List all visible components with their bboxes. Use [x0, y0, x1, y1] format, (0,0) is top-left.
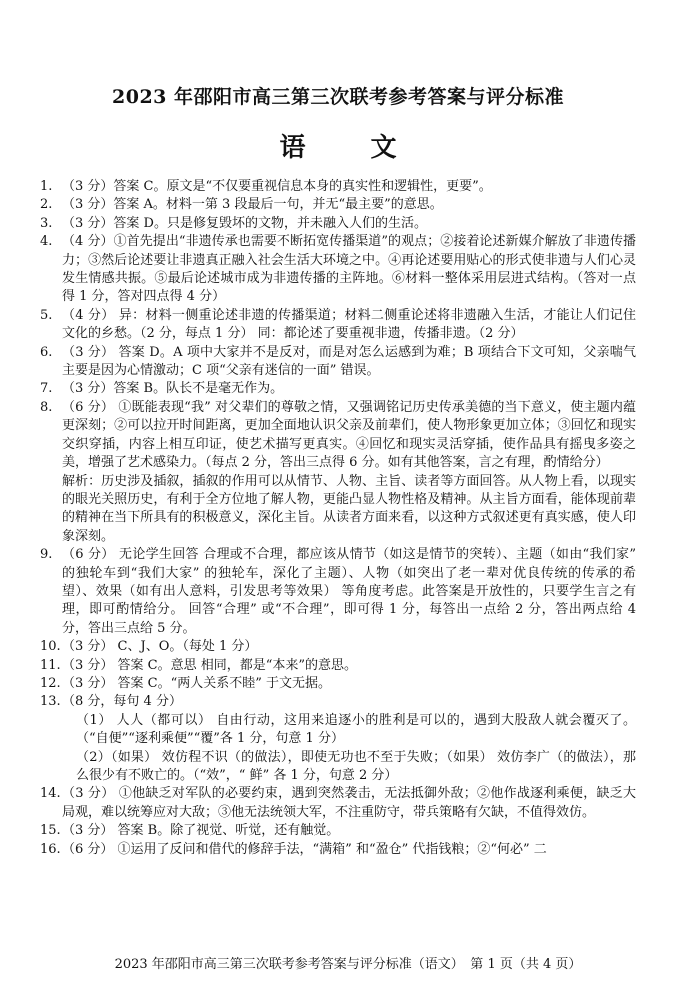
- answer-item: [40, 344, 636, 381]
- answer-subitem: （2）（如果） 效仿程不识（的做法），即使无功也不至于失败；（如果） 效仿李广（的做法），那么很少有不败亡的。（“效”，“ 鲜” 各 1 分，句意 2 分）: [76, 749, 636, 783]
- answer-number: 13.: [40, 694, 61, 710]
- answer-number: 16.: [40, 841, 61, 857]
- answer-item: [40, 822, 636, 840]
- answer-item: [40, 546, 636, 638]
- answer-number: 12.: [40, 675, 61, 691]
- answer-number: 3.: [40, 215, 53, 231]
- answer-number: 10.: [40, 639, 61, 655]
- answer-item: [40, 196, 636, 214]
- answer-item: [40, 693, 636, 785]
- answer-list: [40, 178, 636, 859]
- answer-number: 14.: [40, 786, 61, 802]
- answer-number: 5.: [40, 307, 53, 323]
- answer-item: [40, 233, 636, 307]
- answer-item: [40, 675, 636, 693]
- answer-number: 11.: [40, 657, 61, 673]
- page-footer: 2023 年邵阳市高三第三次联考参考答案与评分标准（语文） 第 1 页（共 4 页）: [114, 957, 582, 972]
- answer-number: 7.: [40, 381, 53, 397]
- answer-text: （3 分）答案 C。原文是“不仅要重视信息本身的真实性和逻辑性，更要”。: [62, 179, 492, 194]
- answer-text: （6 分） ①既能表现“我” 对父辈们的尊敬之情，又强调铭记历史传承美德的当下意义，使主题内蕴更深刻；②可以拉开时间距离，更加全面地认识父亲及前辈们，使人物形象更加立体；③回忆和现实交织穿插，内容上相互印证，使艺术描写更真实。④回忆和现实灵活穿插，使作品具有摇曳多姿之美，增强了艺术感染力。（每点 2 分，答出三点得 6 分。如有其他答案，言之有理，酌情给分）: [62, 399, 636, 471]
- subject-heading: 语 文: [279, 133, 425, 163]
- answer-text: （4 分） 异：材料一侧重论述非遗的传播渠道；材料二侧重论述将非遗融入生活，才能让人们记住文化的乡愁。（2 分，每点 1 分） 同：都论述了要重视非遗，传播非遗。（2 分）: [62, 307, 636, 342]
- answer-number: 1.: [40, 179, 53, 194]
- answer-item: [40, 399, 636, 546]
- answer-text: （4 分）①首先提出“非遗传承也需要不断拓宽传播渠道”的观点；②接着论述新媒介解放了非遗传播力；③然后论述要让非遗真正融入社会生活大环境之中。④再论述要用贴心的形式使非遗与人们心灵发生情感共振。⑤最后论述城市成为非遗传播的主阵地。⑥材料一整体采用层进式结构。（答对一点得 1 分，答对四点得 4 分）: [62, 234, 636, 305]
- answer-number: 8.: [40, 399, 53, 415]
- answer-item: [40, 215, 636, 233]
- document-title: 2023 年邵阳市高三第三次联考参考答案与评分标准: [112, 86, 564, 108]
- answer-text: （3 分） ①他缺乏对军队的必要约束，遇到突然袭击，无法抵御外敌；②他作战逐利乘便，缺乏大局观，难以统筹应对大敌；③他无法统领大军，不注重防守，带兵策略有欠缺，不值得效仿。: [62, 786, 636, 820]
- answer-item: [40, 307, 636, 344]
- answer-number: 9.: [40, 547, 53, 563]
- answer-text: （8 分，每句 4 分）: [62, 694, 182, 710]
- answer-item: [40, 638, 636, 656]
- answer-text: （3 分） 答案 C。意思 相同，都是“本来”的意思。: [62, 657, 358, 673]
- answer-subitem: （1） 人人（都可以） 自由行动，这用来追逐小的胜利是可以的，遇到大股敌人就会覆灭了。（“自便”“逐利乘便”“覆”各 1 分，句意 1 分）: [76, 712, 636, 747]
- answer-item: [40, 380, 636, 398]
- answer-number: 2.: [40, 197, 53, 213]
- answer-text: （3 分）答案 D。只是修复毁坏的文物，并未融入人们的生活。: [62, 215, 427, 231]
- answer-text: （3 分） 答案 B。除了视觉、听觉，还有触觉。: [62, 823, 340, 839]
- answer-item: [40, 785, 636, 822]
- answer-text: （3 分）答案 B。队长不是毫无作为。: [62, 381, 284, 397]
- answer-text: （6 分） ①运用了反问和借代的修辞手法，“满箱” 和“盈仓” 代指钱粮；②“何必” 二: [62, 841, 547, 857]
- answer-item: [40, 657, 636, 675]
- answer-item: [40, 841, 636, 859]
- answer-text: （3 分）答案 A。材料一第 3 段最后一句，并无“最主要”的意思。: [62, 197, 443, 213]
- answer-text: （3 分） 答案 D。A 项中大家并不是反对，而是对怎么运感到为难；B 项结合下文可知，父亲喘气主要是因为心情激动；C 项“父亲有迷信的一面” 错误。: [62, 344, 636, 379]
- answer-text: （3 分） 答案 C。“两人关系不睦” 于文无据。: [62, 675, 332, 691]
- answer-text: （3 分） C、J、O。（每处 1 分）: [62, 639, 258, 655]
- answer-explanation: 解析：历史涉及插叙，插叙的作用可以从情节、人物、主旨、读者等方面回答。从人物上看，以现实的眼光关照历史，有利于全方位地了解人物，更能凸显人物性格及精神。从主旨方面看，能体现前辈的精神在当下所具有的积极意义，深化主旨。从读者方面来看，以这种方式叙述更有真实感，使人印象深刻。: [62, 473, 636, 544]
- answer-text: （6 分） 无论学生回答 合理或不合理，都应该从情节（如这是情节的突转）、主题（如由“我们家” 的独轮车到“我们大家” 的独轮车，深化了主题）、人物（如突出了老一辈对优良传统的传承的希望）、效果（如有出人意料，引发思考等效果） 等角度考虑。此答案是开放性的，只要学生言之有理，即可酌情给分。 回答“合理” 或“不合理”，即可得 1 分，每答出一点给 2 分，答出两点给 4 分，答出三点给 5 分。: [62, 547, 636, 636]
- answer-number: 4.: [40, 234, 53, 250]
- answer-number: 6.: [40, 344, 53, 360]
- answer-item: [40, 178, 636, 196]
- answer-number: 15.: [40, 823, 61, 839]
